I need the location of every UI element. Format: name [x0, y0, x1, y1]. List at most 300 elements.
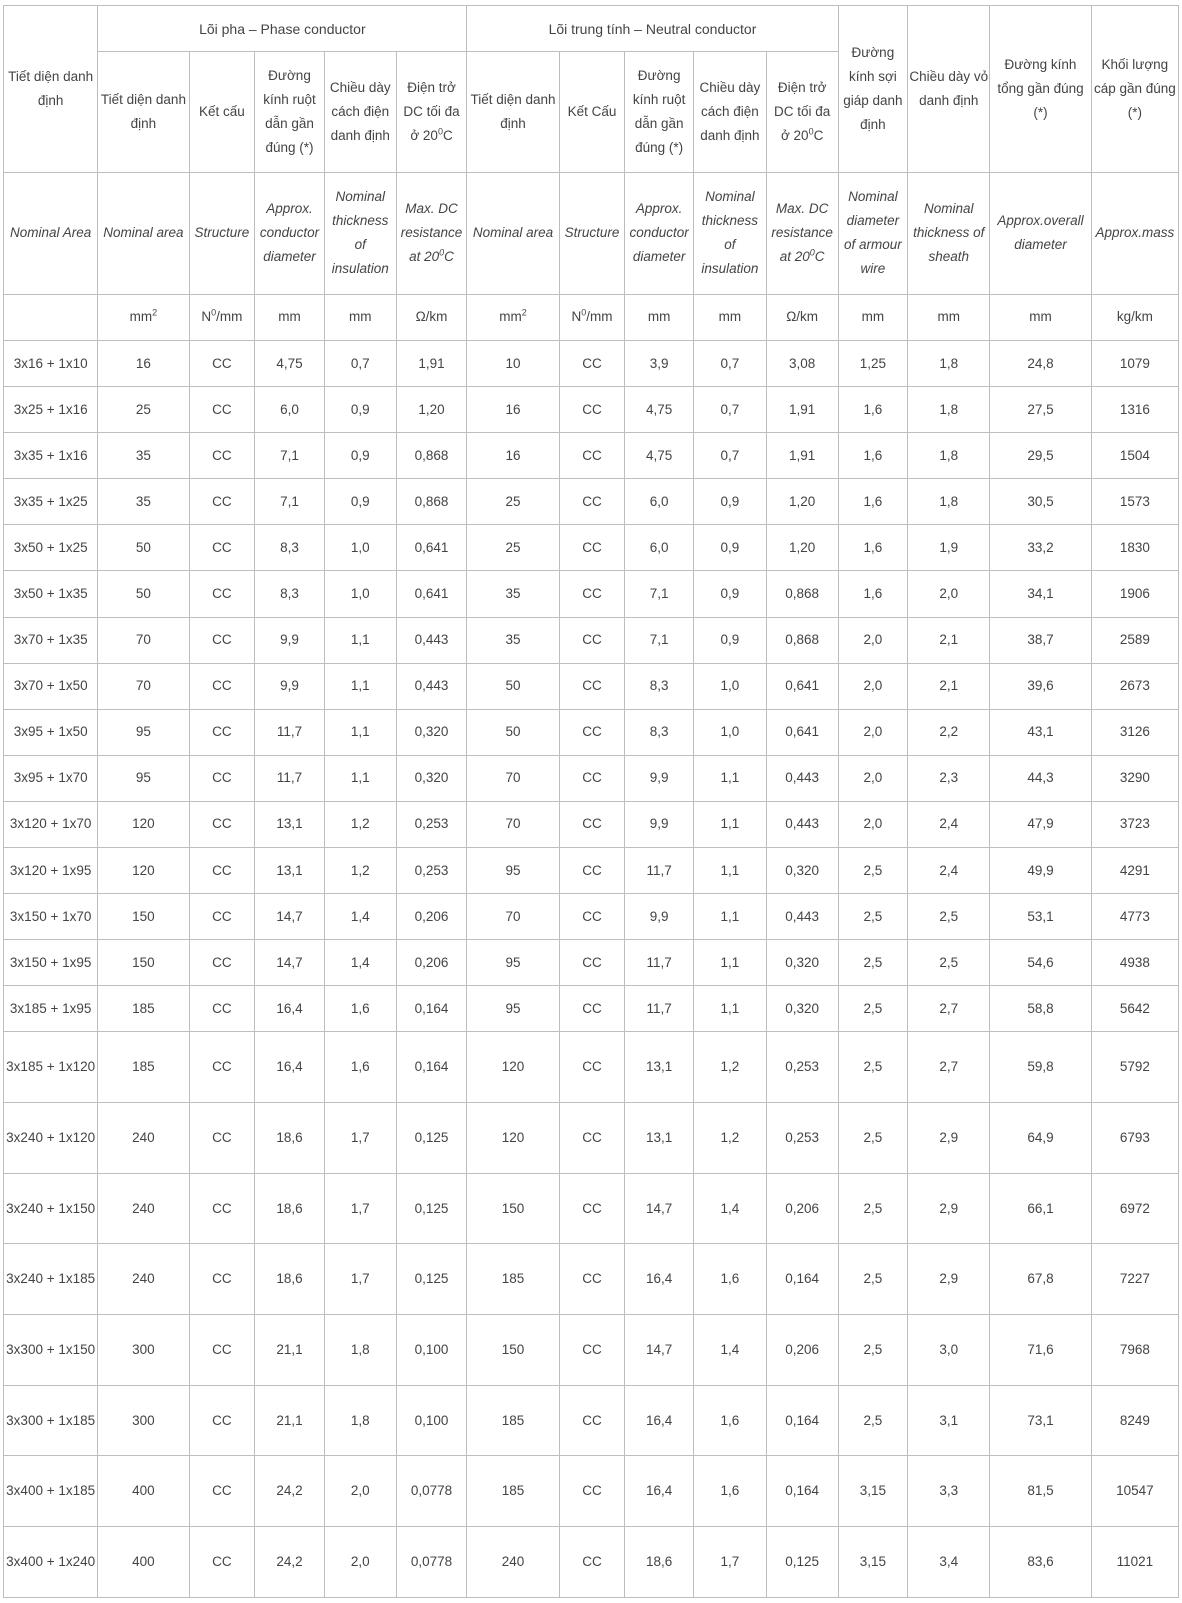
table-cell: 95	[467, 848, 559, 894]
table-cell: 49,9	[990, 848, 1091, 894]
table-cell: CC	[189, 894, 255, 940]
table-cell: 18,6	[255, 1244, 325, 1315]
table-cell: 3x50 + 1x35	[4, 571, 98, 617]
table-cell: 29,5	[990, 433, 1091, 479]
table-cell: 185	[467, 1456, 559, 1527]
table-cell: 6,0	[625, 525, 694, 571]
table-cell: 1,2	[324, 801, 396, 847]
table-cell: 27,5	[990, 387, 1091, 433]
table-cell: 3x25 + 1x16	[4, 387, 98, 433]
table-row	[4, 1527, 1179, 1598]
table-cell: 30,5	[990, 479, 1091, 525]
table-cell: 4,75	[625, 387, 694, 433]
table-cell: 120	[98, 848, 189, 894]
table-cell: 50	[98, 571, 189, 617]
table-cell: 0,164	[396, 1032, 467, 1103]
table-cell: CC	[189, 755, 255, 801]
table-cell: 16,4	[625, 1385, 694, 1456]
header-neutral-area-vi: Tiết diện danh định	[467, 52, 559, 173]
table-cell: 2,9	[908, 1173, 990, 1244]
table-cell: CC	[559, 340, 625, 386]
table-cell: 2,0	[324, 1456, 396, 1527]
table-cell: 16,4	[625, 1456, 694, 1527]
table-cell: CC	[559, 1385, 625, 1456]
table-cell: 0,164	[766, 1456, 838, 1527]
table-cell: 1573	[1091, 479, 1178, 525]
table-cell: 13,1	[255, 801, 325, 847]
table-cell: 16,4	[625, 1244, 694, 1315]
header-row-groups	[4, 6, 1179, 52]
table-cell: 43,1	[990, 709, 1091, 755]
table-cell: 3,3	[908, 1456, 990, 1527]
table-cell: 16,4	[255, 1032, 325, 1103]
header-phase-area-vi: Tiết diện danh định	[98, 52, 189, 173]
table-cell: 1,8	[908, 433, 990, 479]
table-cell: 14,7	[625, 1315, 694, 1386]
table-cell: 2,0	[838, 801, 908, 847]
table-cell: CC	[559, 894, 625, 940]
table-cell: 25	[467, 479, 559, 525]
header-row-units	[4, 294, 1179, 340]
table-cell: CC	[559, 1103, 625, 1174]
table-cell: CC	[189, 1032, 255, 1103]
table-cell: 4938	[1091, 940, 1178, 986]
table-cell: 1,1	[324, 617, 396, 663]
table-cell: CC	[189, 1103, 255, 1174]
table-cell: 3x95 + 1x70	[4, 755, 98, 801]
table-cell: 2,9	[908, 1244, 990, 1315]
unit-cell: mm	[625, 294, 694, 340]
table-cell: 14,7	[255, 894, 325, 940]
table-cell: 3x240 + 1x120	[4, 1103, 98, 1174]
table-cell: 5642	[1091, 986, 1178, 1032]
table-row	[4, 1032, 1179, 1103]
header-neutral-resistance-vi: Điện trở DC tối đa ở $20^0C$	[766, 52, 838, 173]
table-cell: 1,91	[396, 340, 467, 386]
table-cell: 1,4	[693, 1173, 766, 1244]
table-cell: 1,1	[324, 709, 396, 755]
table-cell: 1830	[1091, 525, 1178, 571]
table-cell: 16	[467, 387, 559, 433]
table-cell: 8249	[1091, 1385, 1178, 1456]
table-cell: 0,868	[766, 617, 838, 663]
table-cell: 0,320	[396, 709, 467, 755]
header-phase-area-en: Nominal area	[98, 172, 189, 294]
unit-cell: mm	[838, 294, 908, 340]
table-cell: 21,1	[255, 1315, 325, 1386]
table-cell: 0,9	[693, 617, 766, 663]
unit-cell: Ω/km	[766, 294, 838, 340]
table-cell: 3x300 + 1x185	[4, 1385, 98, 1456]
table-cell: 6,0	[625, 479, 694, 525]
table-cell: 11,7	[625, 940, 694, 986]
table-cell: 54,6	[990, 940, 1091, 986]
table-cell: 0,7	[693, 433, 766, 479]
table-cell: 18,6	[255, 1103, 325, 1174]
table-cell: 3,15	[838, 1456, 908, 1527]
cable-spec-table	[3, 5, 1179, 1598]
table-cell: 5792	[1091, 1032, 1178, 1103]
table-cell: 0,641	[766, 663, 838, 709]
table-cell: 0,320	[766, 940, 838, 986]
table-cell: 0,443	[396, 617, 467, 663]
table-cell: 1,20	[766, 479, 838, 525]
table-cell: CC	[189, 801, 255, 847]
unit-cell	[4, 294, 98, 340]
table-cell: 1504	[1091, 433, 1178, 479]
table-cell: 2,5	[908, 894, 990, 940]
table-cell: 0,206	[766, 1315, 838, 1386]
table-cell: 1,6	[693, 1456, 766, 1527]
table-cell: 1,7	[693, 1527, 766, 1598]
table-cell: 2,0	[908, 571, 990, 617]
table-cell: 0,9	[324, 433, 396, 479]
table-cell: 1,4	[693, 1315, 766, 1386]
table-cell: 0,7	[693, 340, 766, 386]
table-cell: 3x50 + 1x25	[4, 525, 98, 571]
table-cell: 2,5	[838, 848, 908, 894]
table-cell: CC	[189, 433, 255, 479]
table-cell: CC	[559, 1032, 625, 1103]
table-cell: 67,8	[990, 1244, 1091, 1315]
unit-cell: $N^0/mm$	[189, 294, 255, 340]
unit-cell: kg/km	[1091, 294, 1178, 340]
table-cell: 1,6	[693, 1385, 766, 1456]
table-cell: 1,0	[324, 571, 396, 617]
table-cell: 3x150 + 1x95	[4, 940, 98, 986]
table-cell: 1,4	[324, 940, 396, 986]
table-cell: 1,7	[324, 1173, 396, 1244]
header-phase-diameter-vi: Đường kính ruột dẫn gần đúng (*)	[255, 52, 325, 173]
header-phase-structure-vi: Kết cấu	[189, 52, 255, 173]
table-cell: 3x185 + 1x120	[4, 1032, 98, 1103]
table-cell: 3723	[1091, 801, 1178, 847]
table-cell: 70	[467, 755, 559, 801]
table-cell: 0,641	[396, 525, 467, 571]
table-cell: CC	[189, 387, 255, 433]
table-cell: 0,253	[396, 801, 467, 847]
header-phase-resistance-en: Max. DC resistance at $20^0C$	[396, 172, 467, 294]
header-nominal-area-vi: Tiết diện danh định	[4, 6, 98, 173]
table-cell: 13,1	[625, 1032, 694, 1103]
header-phase-structure-en: Structure	[189, 172, 255, 294]
table-cell: 10547	[1091, 1456, 1178, 1527]
table-cell: CC	[189, 1244, 255, 1315]
table-cell: 2,2	[908, 709, 990, 755]
table-cell: 0,320	[766, 848, 838, 894]
table-cell: 3x150 + 1x70	[4, 894, 98, 940]
table-cell: 3x70 + 1x35	[4, 617, 98, 663]
header-neutral-insulation-vi: Chiều dày cách điện danh định	[693, 52, 766, 173]
table-cell: 0,868	[396, 479, 467, 525]
table-cell: 1,6	[838, 571, 908, 617]
table-cell: 0,253	[766, 1103, 838, 1174]
table-cell: 1,0	[693, 663, 766, 709]
table-cell: 240	[98, 1244, 189, 1315]
table-cell: 50	[467, 663, 559, 709]
table-cell: 7227	[1091, 1244, 1178, 1315]
table-cell: 1,8	[908, 479, 990, 525]
table-cell: 1316	[1091, 387, 1178, 433]
table-cell: 0,164	[766, 1244, 838, 1315]
table-cell: 7,1	[625, 617, 694, 663]
table-cell: CC	[559, 940, 625, 986]
header-phase-insulation-en: Nominal thickness of insulation	[324, 172, 396, 294]
table-cell: 1,7	[324, 1244, 396, 1315]
table-cell: 0,7	[324, 340, 396, 386]
table-cell: 1,25	[838, 340, 908, 386]
table-cell: 3126	[1091, 709, 1178, 755]
table-cell: 1,8	[908, 340, 990, 386]
header-neutral-diameter-vi: Đường kính ruột dẫn gần đúng (*)	[625, 52, 694, 173]
table-cell: CC	[559, 801, 625, 847]
table-cell: 2,5	[838, 1315, 908, 1386]
table-cell: 3,4	[908, 1527, 990, 1598]
table-row	[4, 1385, 1179, 1456]
table-row	[4, 894, 1179, 940]
table-cell: 7,1	[625, 571, 694, 617]
table-cell: 9,9	[255, 663, 325, 709]
table-cell: 150	[467, 1173, 559, 1244]
table-cell: 8,3	[625, 709, 694, 755]
table-cell: CC	[559, 709, 625, 755]
table-row	[4, 848, 1179, 894]
table-cell: 4,75	[255, 340, 325, 386]
table-cell: 0,443	[766, 801, 838, 847]
table-row	[4, 709, 1179, 755]
table-cell: 1,1	[693, 894, 766, 940]
table-cell: 0,443	[396, 663, 467, 709]
table-cell: 2,0	[838, 755, 908, 801]
table-cell: CC	[189, 848, 255, 894]
table-cell: CC	[189, 479, 255, 525]
table-cell: 8,3	[255, 571, 325, 617]
table-cell: 1,6	[324, 1032, 396, 1103]
table-cell: 3x120 + 1x70	[4, 801, 98, 847]
table-cell: 18,6	[625, 1527, 694, 1598]
table-cell: 33,2	[990, 525, 1091, 571]
table-cell: 21,1	[255, 1385, 325, 1456]
table-cell: 58,8	[990, 986, 1091, 1032]
table-row	[4, 940, 1179, 986]
header-row-en	[4, 172, 1179, 294]
table-cell: 3x185 + 1x95	[4, 986, 98, 1032]
table-cell: 1,6	[838, 433, 908, 479]
table-cell: 13,1	[625, 1103, 694, 1174]
table-cell: 83,6	[990, 1527, 1091, 1598]
table-cell: 2,1	[908, 663, 990, 709]
table-cell: 1,6	[838, 525, 908, 571]
header-neutral-diameter-en: Approx. conductor diameter	[625, 172, 694, 294]
table-cell: 3x35 + 1x16	[4, 433, 98, 479]
table-cell: 0,9	[693, 571, 766, 617]
table-cell: 95	[98, 709, 189, 755]
table-cell: 0,7	[693, 387, 766, 433]
table-cell: 35	[98, 433, 189, 479]
table-cell: 11,7	[625, 848, 694, 894]
table-cell: CC	[189, 617, 255, 663]
table-cell: 7968	[1091, 1315, 1178, 1386]
table-cell: 6793	[1091, 1103, 1178, 1174]
table-cell: 10	[467, 340, 559, 386]
table-row	[4, 1456, 1179, 1527]
header-neutral-structure-vi: Kết Cấu	[559, 52, 625, 173]
table-cell: 3290	[1091, 755, 1178, 801]
table-cell: 150	[467, 1315, 559, 1386]
table-cell: 66,1	[990, 1173, 1091, 1244]
table-cell: 73,1	[990, 1385, 1091, 1456]
table-cell: 3x400 + 1x185	[4, 1456, 98, 1527]
table-cell: 1,91	[766, 433, 838, 479]
table-cell: CC	[189, 571, 255, 617]
table-cell: 1,20	[766, 525, 838, 571]
table-cell: 300	[98, 1385, 189, 1456]
header-sheath-thickness-vi: Chiều dày vỏ danh định	[908, 6, 990, 173]
table-cell: 120	[467, 1103, 559, 1174]
table-cell: CC	[559, 663, 625, 709]
table-cell: 53,1	[990, 894, 1091, 940]
table-row	[4, 801, 1179, 847]
table-cell: CC	[559, 571, 625, 617]
table-cell: 1,20	[396, 387, 467, 433]
table-row	[4, 387, 1179, 433]
table-cell: 0,206	[396, 894, 467, 940]
table-cell: 11021	[1091, 1527, 1178, 1598]
header-phase-diameter-en: Approx. conductor diameter	[255, 172, 325, 294]
table-cell: 1,7	[324, 1103, 396, 1174]
table-cell: 185	[98, 986, 189, 1032]
table-cell: 1,1	[693, 848, 766, 894]
table-cell: 1,1	[324, 755, 396, 801]
table-cell: CC	[559, 387, 625, 433]
table-cell: 1,8	[908, 387, 990, 433]
table-cell: 71,6	[990, 1315, 1091, 1386]
table-cell: 2,7	[908, 1032, 990, 1103]
table-cell: 2,5	[838, 1385, 908, 1456]
table-cell: 0,868	[396, 433, 467, 479]
table-cell: 1,6	[324, 986, 396, 1032]
table-cell: 185	[467, 1385, 559, 1456]
header-neutral-insulation-en: Nominal thickness of insulation	[693, 172, 766, 294]
table-cell: 2673	[1091, 663, 1178, 709]
table-cell: 0,641	[766, 709, 838, 755]
table-cell: 9,9	[625, 801, 694, 847]
table-cell: 1,1	[324, 663, 396, 709]
table-cell: 7,1	[255, 479, 325, 525]
table-cell: 2,5	[838, 940, 908, 986]
table-cell: 300	[98, 1315, 189, 1386]
table-cell: 3x35 + 1x25	[4, 479, 98, 525]
table-row	[4, 479, 1179, 525]
table-cell: 1906	[1091, 571, 1178, 617]
table-cell: 0,320	[396, 755, 467, 801]
table-cell: CC	[559, 1527, 625, 1598]
table-cell: 3,9	[625, 340, 694, 386]
table-cell: 24,8	[990, 340, 1091, 386]
table-cell: 9,9	[625, 755, 694, 801]
table-cell: 14,7	[255, 940, 325, 986]
table-cell: 3x240 + 1x150	[4, 1173, 98, 1244]
table-cell: 1,2	[324, 848, 396, 894]
table-cell: 0,320	[766, 986, 838, 1032]
table-cell: 0,164	[766, 1385, 838, 1456]
table-cell: 3x95 + 1x50	[4, 709, 98, 755]
table-cell: 0,641	[396, 571, 467, 617]
table-cell: 6972	[1091, 1173, 1178, 1244]
table-cell: 1,1	[693, 986, 766, 1032]
table-cell: 120	[467, 1032, 559, 1103]
table-cell: 0,0778	[396, 1527, 467, 1598]
table-cell: 50	[467, 709, 559, 755]
table-cell: 25	[98, 387, 189, 433]
table-cell: 50	[98, 525, 189, 571]
table-cell: 2589	[1091, 617, 1178, 663]
table-cell: 2,0	[838, 617, 908, 663]
table-cell: 34,1	[990, 571, 1091, 617]
table-cell: 240	[467, 1527, 559, 1598]
table-cell: 35	[98, 479, 189, 525]
table-cell: CC	[189, 1315, 255, 1386]
table-cell: CC	[189, 986, 255, 1032]
header-neutral-area-en: Nominal area	[467, 172, 559, 294]
table-cell: 13,1	[255, 848, 325, 894]
table-cell: 14,7	[625, 1173, 694, 1244]
header-phase-insulation-vi: Chiều dày cách điện danh định	[324, 52, 396, 173]
header-nominal-area-en: Nominal Area	[4, 172, 98, 294]
header-mass-en: Approx.mass	[1091, 172, 1178, 294]
table-cell: 81,5	[990, 1456, 1091, 1527]
table-cell: 2,7	[908, 986, 990, 1032]
table-cell: 35	[467, 571, 559, 617]
table-cell: 120	[98, 801, 189, 847]
table-cell: 240	[98, 1103, 189, 1174]
table-row	[4, 525, 1179, 571]
table-cell: 400	[98, 1527, 189, 1598]
unit-cell: $mm^2$	[98, 294, 189, 340]
table-cell: 1,6	[838, 387, 908, 433]
table-cell: CC	[559, 986, 625, 1032]
table-cell: 2,5	[838, 894, 908, 940]
table-cell: CC	[559, 1456, 625, 1527]
header-neutral-resistance-en: Max. DC resistance at $20^0C$	[766, 172, 838, 294]
table-cell: 0,868	[766, 571, 838, 617]
header-overall-diameter-vi: Đường kính tổng gần đúng (*)	[990, 6, 1091, 173]
table-cell: 2,5	[838, 986, 908, 1032]
table-cell: 3,08	[766, 340, 838, 386]
table-cell: 3x120 + 1x95	[4, 848, 98, 894]
table-row	[4, 571, 1179, 617]
table-cell: CC	[559, 1315, 625, 1386]
table-cell: 2,5	[838, 1173, 908, 1244]
table-cell: 1,9	[908, 525, 990, 571]
header-phase-conductor: Lõi pha – Phase conductor	[98, 6, 467, 52]
table-cell: CC	[189, 1173, 255, 1244]
table-cell: 2,5	[838, 1103, 908, 1174]
table-row	[4, 1173, 1179, 1244]
table-cell: 1,6	[838, 479, 908, 525]
table-cell: 44,3	[990, 755, 1091, 801]
table-cell: 2,0	[838, 709, 908, 755]
table-cell: 1,2	[693, 1032, 766, 1103]
table-cell: 95	[467, 940, 559, 986]
table-cell: 16,4	[255, 986, 325, 1032]
table-cell: 1,91	[766, 387, 838, 433]
table-row	[4, 1244, 1179, 1315]
table-cell: 7,1	[255, 433, 325, 479]
table-cell: 0,206	[766, 1173, 838, 1244]
table-cell: 39,6	[990, 663, 1091, 709]
header-phase-resistance-vi: Điện trở DC tối đa ở $20^0C$	[396, 52, 467, 173]
